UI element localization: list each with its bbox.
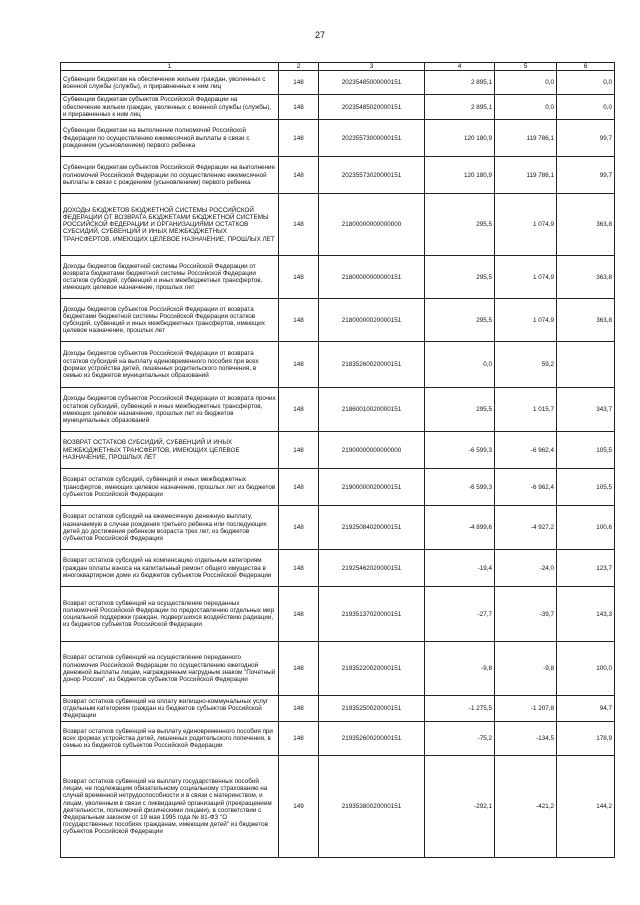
admin-code-cell: 148 xyxy=(279,120,319,157)
actual-amount-cell: -39,7 xyxy=(495,587,557,642)
admin-code-cell: 148 xyxy=(279,299,319,342)
actual-amount-cell: 119 786,1 xyxy=(495,120,557,157)
budget-code-cell: 21800000000000000 xyxy=(319,194,425,256)
budget-code-cell: 21900000020000151 xyxy=(319,469,425,506)
admin-code-cell: 148 xyxy=(279,256,319,299)
budget-code-cell: 21935220020000151 xyxy=(319,642,425,696)
column-number: 6 xyxy=(557,63,615,71)
admin-code-cell: 148 xyxy=(279,342,319,388)
budget-code-cell: 21935250020000151 xyxy=(319,696,425,722)
row-name-cell: Субвенции бюджетам на выполнение полномочий Российской Федерации по осуществлению ежемесячной выплаты в связи с рождением (усыновлением) первого ребенка xyxy=(61,120,279,157)
row-name-cell: Возврат остатков субвенций на осуществление переданных полномочий Российской Федерации по предоставлению отдельных мер социальной поддержки граждан, подвергшихся воздействию радиации, из бюджетов субъектов Российской Федерации xyxy=(61,587,279,642)
column-number: 4 xyxy=(425,63,495,71)
actual-amount-cell: 1 074,9 xyxy=(495,256,557,299)
percent-cell: 144,2 xyxy=(557,756,615,858)
row-name-cell: Возврат остатков субсидий, субвенций и иных межбюджетных трансфертов, имеющих целевое назначение, прошлых лет из бюджетов субъектов Российской Федерации xyxy=(61,469,279,506)
budget-code-cell: 21800000020000151 xyxy=(319,299,425,342)
column-number-row xyxy=(61,63,615,71)
actual-amount-cell: 0,0 xyxy=(495,95,557,120)
percent-cell: 94,7 xyxy=(557,696,615,722)
percent-cell: 0,0 xyxy=(557,95,615,120)
budget-table xyxy=(60,62,615,858)
plan-amount-cell: -4 899,6 xyxy=(425,506,495,550)
table-row xyxy=(61,256,615,299)
budget-code-cell: 21935137020000151 xyxy=(319,587,425,642)
table-row xyxy=(61,756,615,858)
percent-cell: 100,0 xyxy=(557,642,615,696)
percent-cell: 178,9 xyxy=(557,722,615,756)
plan-amount-cell: 2 895,1 xyxy=(425,71,495,95)
budget-code-cell: 21800000000000151 xyxy=(319,256,425,299)
percent-cell: 363,8 xyxy=(557,299,615,342)
budget-code-cell: 20235573020000151 xyxy=(319,157,425,194)
percent-cell: 143,3 xyxy=(557,587,615,642)
row-name-cell: Возврат остатков субвенций на оплату жилищно-коммунальных услуг отдельным категориям граждан из бюджетов субъектов Российской Федерации xyxy=(61,696,279,722)
percent-cell: 100,6 xyxy=(557,506,615,550)
budget-table-body xyxy=(61,63,615,858)
actual-amount-cell: 59,2 xyxy=(495,342,557,388)
percent-cell: 105,5 xyxy=(557,432,615,469)
column-number: 3 xyxy=(319,63,425,71)
admin-code-cell: 148 xyxy=(279,432,319,469)
table-row xyxy=(61,696,615,722)
plan-amount-cell: -75,2 xyxy=(425,722,495,756)
table-row xyxy=(61,642,615,696)
admin-code-cell: 148 xyxy=(279,722,319,756)
plan-amount-cell: -1 275,5 xyxy=(425,696,495,722)
table-row xyxy=(61,120,615,157)
budget-code-cell: 21925462020000151 xyxy=(319,550,425,587)
percent-cell: 105,5 xyxy=(557,469,615,506)
actual-amount-cell: -6 962,4 xyxy=(495,432,557,469)
row-name-cell: Доходы бюджетов бюджетной системы Российской Федерации от возврата бюджетами бюджетной системы Российской Федерации остатков субсидий, субвенций и иных межбюджетных трансфертов, имеющих целевое назначение, прошлых лет xyxy=(61,256,279,299)
actual-amount-cell: -6 962,4 xyxy=(495,469,557,506)
actual-amount-cell: 1 074,9 xyxy=(495,299,557,342)
table-row xyxy=(61,95,615,120)
row-name-cell: Доходы бюджетов субъектов Российской Федерации от возврата прочих остатков субсидий, субвенций и иных межбюджетных трансфертов, имеющих целевое назначение, прошлых лет из бюджетов муниципальных образований xyxy=(61,388,279,432)
budget-code-cell: 20235573000000151 xyxy=(319,120,425,157)
plan-amount-cell: 295,5 xyxy=(425,256,495,299)
row-name-cell: Доходы бюджетов субъектов Российской Федерации от возврата остатков субсидий на выплату единовременного пособия при всех формах устройства детей, лишенных родительского попечения, в семью из бюджетов муниципальных образований xyxy=(61,342,279,388)
table-row xyxy=(61,469,615,506)
table-row xyxy=(61,299,615,342)
row-name-cell: Субвенции бюджетам субъектов Российской Федерации на обеспечение жильем граждан, уволенных с военной службы (службы), и приравненных к ним лиц xyxy=(61,95,279,120)
plan-amount-cell: 120 180,9 xyxy=(425,120,495,157)
row-name-cell: ДОХОДЫ БЮДЖЕТОВ БЮДЖЕТНОЙ СИСТЕМЫ РОССИЙСКОЙ ФЕДЕРАЦИИ ОТ ВОЗВРАТА БЮДЖЕТАМИ БЮДЖЕТНОЙ СИСТЕМЫ РОССИЙСКОЙ ФЕДЕРАЦИИ И ОРГАНИЗАЦИЯМИ ОСТАТКОВ СУБСИДИЙ, СУБВЕНЦИЙ И ИНЫХ МЕЖБЮДЖЕТНЫХ ТРАНСФЕРТОВ, ИМЕЮЩИХ ЦЕЛЕВОЕ НАЗНАЧЕНИЕ, ПРОШЛЫХ ЛЕТ xyxy=(61,194,279,256)
budget-code-cell: 21935260020000151 xyxy=(319,722,425,756)
budget-code-cell: 21835260020000151 xyxy=(319,342,425,388)
table-row xyxy=(61,388,615,432)
page-number: 27 xyxy=(314,30,325,40)
percent-cell: 343,7 xyxy=(557,388,615,432)
row-name-cell: Возврат остатков субвенций на выплату государственных пособий лицам, не подлежащим обязательному социальному страхованию на случай временной нетрудоспособности и в связи с материнством, и лицам, уволенным в связи с ликвидацией организаций (прекращением деятельности, полномочий физическими лицами), в соответствии с Федеральным законом от 19 мая 1995 года № 81-ФЗ "О государственных пособиях гражданам, имеющим детей" из бюджетов субъектов Российской Федерации xyxy=(61,756,279,858)
plan-amount-cell: 0,0 xyxy=(425,342,495,388)
admin-code-cell: 148 xyxy=(279,95,319,120)
admin-code-cell: 148 xyxy=(279,388,319,432)
table-row xyxy=(61,157,615,194)
plan-amount-cell: 2 895,1 xyxy=(425,95,495,120)
budget-code-cell: 21935380020000151 xyxy=(319,756,425,858)
plan-amount-cell: -19,4 xyxy=(425,550,495,587)
actual-amount-cell: 0,0 xyxy=(495,71,557,95)
admin-code-cell: 148 xyxy=(279,696,319,722)
percent-cell xyxy=(557,342,615,388)
actual-amount-cell: 119 786,1 xyxy=(495,157,557,194)
actual-amount-cell: -134,5 xyxy=(495,722,557,756)
row-name-cell: Субвенции бюджетам субъектов Российской Федерации на выполнение полномочий Российской Федерации по осуществлению ежемесячной выплаты в связи с рождением (усыновлением) первого ребенка xyxy=(61,157,279,194)
percent-cell: 99,7 xyxy=(557,157,615,194)
actual-amount-cell: 1 015,7 xyxy=(495,388,557,432)
percent-cell: 99,7 xyxy=(557,120,615,157)
percent-cell: 363,8 xyxy=(557,194,615,256)
percent-cell: 363,8 xyxy=(557,256,615,299)
actual-amount-cell: 1 074,9 xyxy=(495,194,557,256)
plan-amount-cell: 120 180,9 xyxy=(425,157,495,194)
admin-code-cell: 148 xyxy=(279,469,319,506)
plan-amount-cell: 295,5 xyxy=(425,388,495,432)
actual-amount-cell: -421,2 xyxy=(495,756,557,858)
admin-code-cell: 148 xyxy=(279,550,319,587)
plan-amount-cell: -6 599,3 xyxy=(425,432,495,469)
column-number: 1 xyxy=(61,63,279,71)
plan-amount-cell: 295,5 xyxy=(425,299,495,342)
table-row xyxy=(61,432,615,469)
table-row xyxy=(61,71,615,95)
column-number: 2 xyxy=(279,63,319,71)
budget-code-cell: 21925084020000151 xyxy=(319,506,425,550)
admin-code-cell: 148 xyxy=(279,71,319,95)
plan-amount-cell: -27,7 xyxy=(425,587,495,642)
table-row xyxy=(61,194,615,256)
row-name-cell: Доходы бюджетов субъектов Российской Федерации от возврата бюджетами бюджетной системы Российской Федерации остатков субсидий, субвенций и иных межбюджетных трансфертов, имеющих целевое назначение, прошлых лет xyxy=(61,299,279,342)
admin-code-cell: 148 xyxy=(279,642,319,696)
admin-code-cell: 148 xyxy=(279,194,319,256)
actual-amount-cell: -9,8 xyxy=(495,642,557,696)
percent-cell: 0,0 xyxy=(557,71,615,95)
plan-amount-cell: 295,5 xyxy=(425,194,495,256)
table-row xyxy=(61,587,615,642)
row-name-cell: ВОЗВРАТ ОСТАТКОВ СУБСИДИЙ, СУБВЕНЦИЙ И ИНЫХ МЕЖБЮДЖЕТНЫХ ТРАНСФЕРТОВ, ИМЕЮЩИХ ЦЕЛЕВОЕ НАЗНАЧЕНИЕ, ПРОШЛЫХ ЛЕТ xyxy=(61,432,279,469)
row-name-cell: Субвенции бюджетам на обеспечение жильем граждан, уволенных с военной службы (службы), и приравненных к ним лиц xyxy=(61,71,279,95)
row-name-cell: Возврат остатков субвенций на выплату единовременного пособия при всех формах устройства детей, лишенных родительского попечения, в семью из бюджетов субъектов Российской Федерации xyxy=(61,722,279,756)
table-row xyxy=(61,506,615,550)
admin-code-cell: 149 xyxy=(279,756,319,858)
admin-code-cell: 148 xyxy=(279,157,319,194)
table-row xyxy=(61,550,615,587)
row-name-cell: Возврат остатков субсидий на компенсацию отдельным категориям граждан оплаты взноса на капитальный ремонт общего имущества в многоквартирном доме из бюджетов субъектов Российской Федерации xyxy=(61,550,279,587)
table-row xyxy=(61,342,615,388)
plan-amount-cell: -292,1 xyxy=(425,756,495,858)
actual-amount-cell: -1 207,8 xyxy=(495,696,557,722)
admin-code-cell: 148 xyxy=(279,506,319,550)
actual-amount-cell: -4 927,2 xyxy=(495,506,557,550)
budget-code-cell: 20235485020000151 xyxy=(319,95,425,120)
budget-code-cell: 21900000000000000 xyxy=(319,432,425,469)
row-name-cell: Возврат остатков субсидий на ежемесячную денежную выплату, назначаемую в случае рождения третьего ребенка или последующих детей до достижения ребенком возраста трех лет, из бюджетов субъектов Российской Федерации xyxy=(61,506,279,550)
plan-amount-cell: -6 599,3 xyxy=(425,469,495,506)
plan-amount-cell: -9,8 xyxy=(425,642,495,696)
percent-cell: 123,7 xyxy=(557,550,615,587)
admin-code-cell: 148 xyxy=(279,587,319,642)
budget-code-cell: 20235485000000151 xyxy=(319,71,425,95)
row-name-cell: Возврат остатков субвенций на осуществление переданного полномочия Российской Федерации по осуществлению ежегодной денежной выплаты лицам, награжденным нагрудным знаком "Почетный донор России", из бюджетов субъектов Российской Федерации xyxy=(61,642,279,696)
budget-code-cell: 21860010020000151 xyxy=(319,388,425,432)
actual-amount-cell: -24,0 xyxy=(495,550,557,587)
column-number: 5 xyxy=(495,63,557,71)
table-row xyxy=(61,722,615,756)
